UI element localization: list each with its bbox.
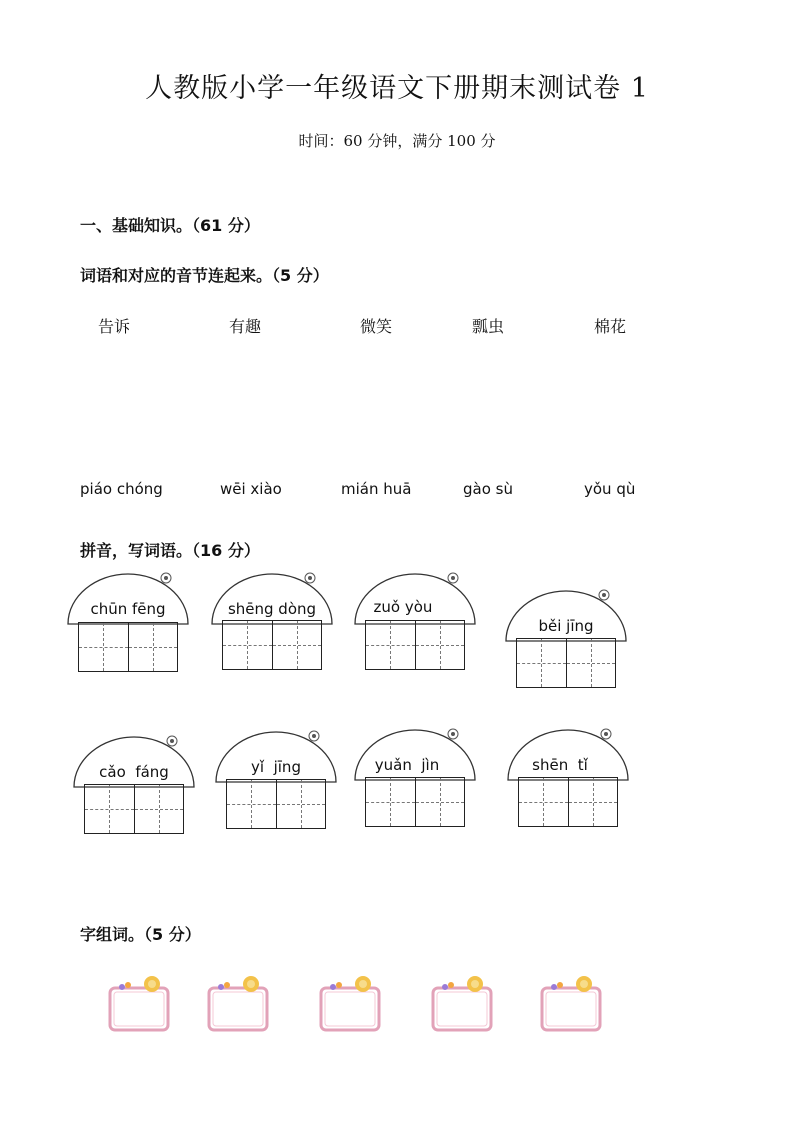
- grid-cell[interactable]: [416, 778, 465, 826]
- roof-icon: [72, 731, 196, 791]
- match-word: 瓢虫: [472, 317, 505, 336]
- match-word: 告诉: [98, 317, 131, 336]
- question-heading-matching: 词语和对应的音节连起来。（5 分）: [80, 266, 329, 285]
- word-building-box[interactable]: [319, 974, 383, 1032]
- match-word: 微笑: [360, 317, 393, 336]
- writing-grid[interactable]: [365, 777, 465, 827]
- house-pinyin: chūn fēng: [90, 600, 166, 618]
- writing-grid[interactable]: [78, 622, 178, 672]
- lion-frame-icon: [207, 974, 271, 1032]
- match-pinyin: yǒu qù: [584, 480, 636, 498]
- word-building-box[interactable]: [108, 974, 172, 1032]
- grid-cell[interactable]: [129, 623, 178, 671]
- roof-icon: [210, 568, 334, 628]
- grid-cell[interactable]: [223, 621, 273, 669]
- pinyin-house: [72, 731, 196, 851]
- roof-icon: [504, 585, 628, 645]
- roof-icon: [66, 568, 190, 628]
- section-heading-basics: 一、基础知识。（61 分）: [80, 216, 260, 235]
- pinyin-house: [214, 726, 338, 846]
- writing-grid[interactable]: [518, 777, 618, 827]
- word-building-box[interactable]: [207, 974, 271, 1032]
- writing-grid[interactable]: [516, 638, 616, 688]
- match-word: 有趣: [229, 317, 262, 336]
- grid-cell[interactable]: [569, 778, 618, 826]
- lion-frame-icon: [319, 974, 383, 1032]
- word-building-box[interactable]: [540, 974, 604, 1032]
- lion-frame-icon: [431, 974, 495, 1032]
- house-pinyin: shēn tǐ: [532, 756, 588, 774]
- pinyin-house: [353, 568, 477, 688]
- writing-grid[interactable]: [226, 779, 326, 829]
- house-pinyin: yuǎn jìn: [374, 756, 440, 774]
- house-pinyin: zuǒ yòu: [373, 598, 433, 616]
- grid-cell[interactable]: [567, 639, 616, 687]
- grid-cell[interactable]: [517, 639, 567, 687]
- page-subtitle: 时间：60 分钟，满分 100 分: [298, 132, 496, 150]
- writing-grid[interactable]: [84, 784, 184, 834]
- house-pinyin: shēng dòng: [227, 600, 317, 618]
- writing-grid[interactable]: [365, 620, 465, 670]
- lion-frame-icon: [540, 974, 604, 1032]
- match-pinyin: mián huā: [341, 480, 412, 498]
- match-pinyin: gào sù: [463, 480, 513, 498]
- house-pinyin: yǐ jīng: [251, 758, 301, 776]
- grid-cell[interactable]: [227, 780, 277, 828]
- question-heading-word-building: 字组词。（5 分）: [80, 925, 201, 944]
- roof-icon: [353, 724, 477, 784]
- match-pinyin: wēi xiào: [220, 480, 282, 498]
- grid-cell[interactable]: [366, 778, 416, 826]
- match-word: 棉花: [594, 317, 627, 336]
- lion-frame-icon: [108, 974, 172, 1032]
- grid-cell[interactable]: [277, 780, 326, 828]
- grid-cell[interactable]: [273, 621, 322, 669]
- roof-icon: [506, 724, 630, 784]
- grid-cell[interactable]: [366, 621, 416, 669]
- grid-cell[interactable]: [135, 785, 184, 833]
- word-building-box[interactable]: [431, 974, 495, 1032]
- match-pinyin: piáo chóng: [80, 480, 163, 498]
- grid-cell[interactable]: [85, 785, 135, 833]
- pinyin-house: [210, 568, 334, 688]
- grid-cell[interactable]: [79, 623, 129, 671]
- grid-cell[interactable]: [416, 621, 465, 669]
- pinyin-house: [504, 585, 628, 705]
- question-heading-pinyin-writing: 拼音，写词语。（16 分）: [80, 541, 260, 560]
- writing-grid[interactable]: [222, 620, 322, 670]
- pinyin-house: [506, 724, 630, 844]
- pinyin-house: [66, 568, 190, 688]
- grid-cell[interactable]: [519, 778, 569, 826]
- house-pinyin: cǎo fáng: [99, 763, 169, 781]
- roof-icon: [214, 726, 338, 786]
- house-pinyin: běi jīng: [538, 617, 594, 635]
- pinyin-house: [353, 724, 477, 844]
- page-title: 人教版小学一年级语文下册期末测试卷 1: [145, 73, 649, 104]
